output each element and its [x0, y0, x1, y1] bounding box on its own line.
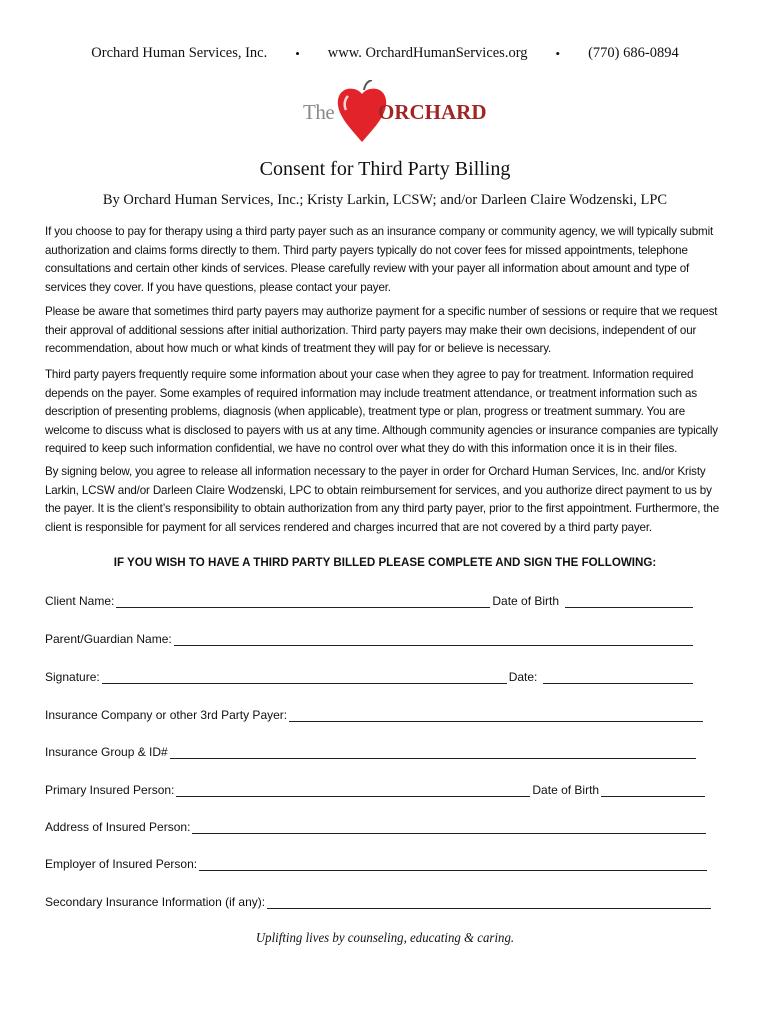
insurance-company-label: Insurance Company or other 3rd Party Payer: [45, 708, 288, 722]
secondary-insurance-field[interactable] [267, 895, 711, 909]
guardian-name-label: Parent/Guardian Name: [45, 632, 172, 646]
insurance-group-field[interactable] [170, 745, 696, 759]
secondary-insurance-row [45, 895, 713, 909]
signature-label: Signature: [45, 670, 100, 684]
insurance-company-row [45, 708, 705, 722]
signature-field[interactable] [102, 670, 507, 684]
insured-address-label: Address of Insured Person: [45, 820, 191, 834]
document-title: Consent for Third Party Billing [259, 158, 511, 180]
website: www. OrchardHumanServices.org [327, 45, 528, 61]
letterhead [0, 45, 770, 62]
signature-row [45, 670, 695, 684]
insured-employer-label: Employer of Insured Person: [45, 857, 198, 871]
insured-employer-row [45, 857, 709, 871]
paragraph-payer-overview: If you choose to pay for therapy using a third party payer such as an insurance company or community agency, we will typically submit authorization and claims forms directly to them. Third party payers typically do not cover fees for missed appointments, telephone consultations and certain other kinds of services. Please carefully review with your payer all information about amount and type of services they cover. If you have questions, please contact your payer. [45, 225, 714, 294]
client-name-field[interactable] [116, 594, 490, 608]
primary-dob-field[interactable] [601, 783, 705, 797]
guardian-name-field[interactable] [174, 632, 693, 646]
date-label: Date: [508, 670, 538, 684]
separator-bullet: • [555, 45, 561, 61]
paragraph-release-agreement: By signing below, you agree to release all information necessary to the payer in order for Orchard Human Services, Inc. and/or Kristy Larkin, LCSW and/or Darleen Claire Wodzenski, LPC to obtain reimbursement for services, and you authorize direct payment to us by the payer. It is the client’s responsibility to obtain authorization from any third party payer, prior to the first appointment. Furthermore, the client is responsible for payment for all services rendered and charges incurred that are not covered by a third party payer. [45, 465, 720, 534]
primary-insured-field[interactable] [176, 783, 530, 797]
org-name: Orchard Human Services, Inc. [91, 45, 268, 61]
document-subtitle: By Orchard Human Services, Inc.; Kristy Larkin, LCSW; and/or Darleen Claire Wodzenski, LPC [102, 192, 668, 208]
insured-address-field[interactable] [192, 820, 706, 834]
guardian-name-row [45, 632, 695, 646]
client-dob-label: Date of Birth [492, 594, 560, 608]
primary-dob-label: Date of Birth [532, 783, 600, 797]
phone-number: (770) 686-0894 [588, 45, 679, 61]
client-dob-field[interactable] [565, 594, 693, 608]
client-name-row [45, 594, 695, 608]
insurance-company-field[interactable] [289, 708, 703, 722]
form-instruction: IF YOU WISH TO HAVE A THIRD PARTY BILLED PLEASE COMPLETE AND SIGN THE FOLLOWING: [113, 556, 657, 569]
paragraph-authorization: Please be aware that sometimes third party payers may authorize payment for a specific number of sessions or require that we request their approval of additional sessions after initial authorization. Third party payers may make their own decisions, independent of our recommendation, about how much or what kinds of treatment they will pay for or believe is necessary. [45, 305, 718, 355]
client-name-label: Client Name: [45, 594, 115, 608]
logo-text-the: The [303, 100, 335, 124]
date-field[interactable] [543, 670, 693, 684]
insurance-group-row [45, 745, 698, 759]
logo-text-orchard: ORCHARD [378, 100, 487, 124]
secondary-insurance-label: Secondary Insurance Information (if any): [45, 895, 266, 909]
insured-address-row [45, 820, 708, 834]
insurance-group-label: Insurance Group & ID# [45, 745, 168, 759]
paragraph-required-information: Third party payers frequently require some information about your case when they agree to pay for treatment. Information required depends on the payer. Some examples of required information may include treatment attendance, or treatment information such as description of presenting problems, diagnosis (when applicable), treatment type or plan, progress or treatment summary. You are welcome to discuss what is disclosed to payers with us at any time. Although community agencies or insurance companies are typically required to keep such information confidential, we have no control over what they do with this information once it is in their files. [45, 368, 718, 455]
orchard-logo [300, 80, 487, 146]
separator-bullet: • [295, 45, 300, 61]
insured-employer-field[interactable] [199, 857, 707, 871]
primary-insured-label: Primary Insured Person: [45, 783, 175, 797]
footer-tagline: Uplifting lives by counseling, educating & caring. [255, 931, 515, 946]
primary-insured-row [45, 783, 707, 797]
